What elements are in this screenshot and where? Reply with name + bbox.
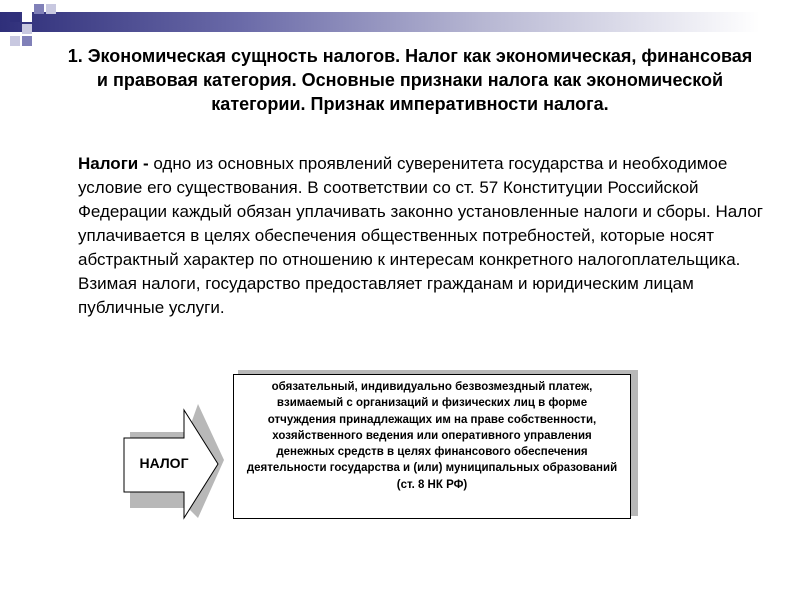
square-light-lower (22, 24, 32, 34)
square-light (46, 4, 56, 14)
slide-title: 1. Экономическая сущность налогов. Налог как экономическая, финансовая и правовая категория. Основные признаки налога как экономической категории. Признак императивности налога. (67, 46, 753, 114)
paragraph-body: одно из основных проявлений суверенитета государства и необходимое условие его существования. В соответствии со ст. 57 Конституции Российской Федерации каждый обязан уплачивать законно установленные налоги и сборы. Налог уплачивается в целях обеспечения общественных потребностей, которые носят абстрактный характер по отношению к интересам конкретного налогоплательщика. Взимая налоги, государство предоставляет гражданам и юридическим лицам публичные услуги. (78, 154, 763, 317)
definition-box: обязательный, индивидуально безвозмездный платеж, взимаемый с организаций и физических лиц в форме отчуждения принадлежащих им на праве собственности, хозяйственного ведения или оперативного управления денежных средств в целях финансового обеспечения деятельности государства и (или) муниципальных образований (ст. 8 НК РФ) (233, 374, 631, 519)
square-mid (34, 4, 44, 14)
square-white (22, 12, 32, 22)
square-mid-bottom (22, 36, 32, 46)
arrow-label: НАЛОГ (139, 455, 189, 471)
intro-paragraph (78, 152, 768, 320)
square-dark (10, 12, 20, 22)
header-gradient-band (0, 12, 800, 32)
paragraph-term: Налоги - (78, 154, 149, 173)
square-light-bottom (10, 36, 20, 46)
